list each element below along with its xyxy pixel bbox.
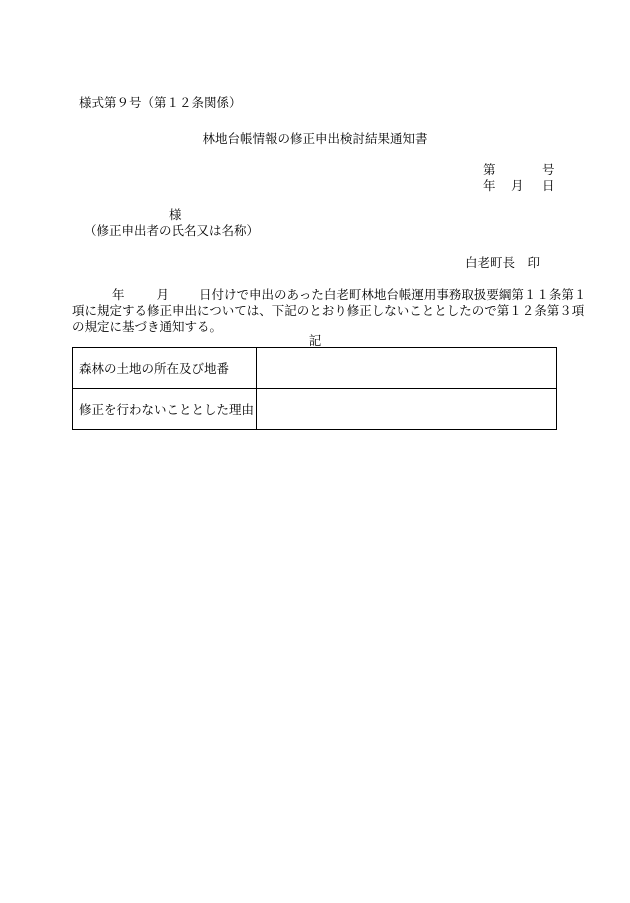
table-row [73,348,557,389]
addressee-honorific: 様 [169,207,182,222]
body-line-1-text: 日付けで申出のあった白老町林地台帳運用事務取扱要綱第１１条第１ [199,287,587,302]
table-row-label: 森林の土地の所在及び地番 [73,348,257,389]
date-day-mark: 日 [542,178,555,193]
date-month-mark: 月 [511,178,524,193]
table-row-label: 修正を行わないこととした理由 [73,389,257,430]
body-line-1 [72,287,587,303]
body-year-mark: 年 [112,287,125,302]
form-number: 様式第９号（第１２条関係） [79,95,242,110]
document-title: 林地台帳情報の修正申出検討結果通知書 [202,131,428,146]
addressee-note: （修正申出者の氏名又は名称） [84,223,260,238]
body-month-mark: 月 [156,287,170,302]
date-year-mark: 年 [483,178,496,193]
table-row-value [257,348,557,389]
document-number-label: 第 [483,162,496,177]
body-text [72,287,587,335]
document-number-suffix: 号 [542,162,555,177]
body-line-2: 項に規定する修正申出については、下記のとおり修正しないこととしたので第１２条第３項 [72,303,585,318]
table-row-value [257,389,557,430]
table-row [73,389,557,430]
body-line-3: の規定に基づき通知する。 [72,319,223,334]
ki-heading: 記 [308,333,322,348]
issuer-signature: 白老町長 印 [465,255,541,270]
record-table [72,347,557,430]
